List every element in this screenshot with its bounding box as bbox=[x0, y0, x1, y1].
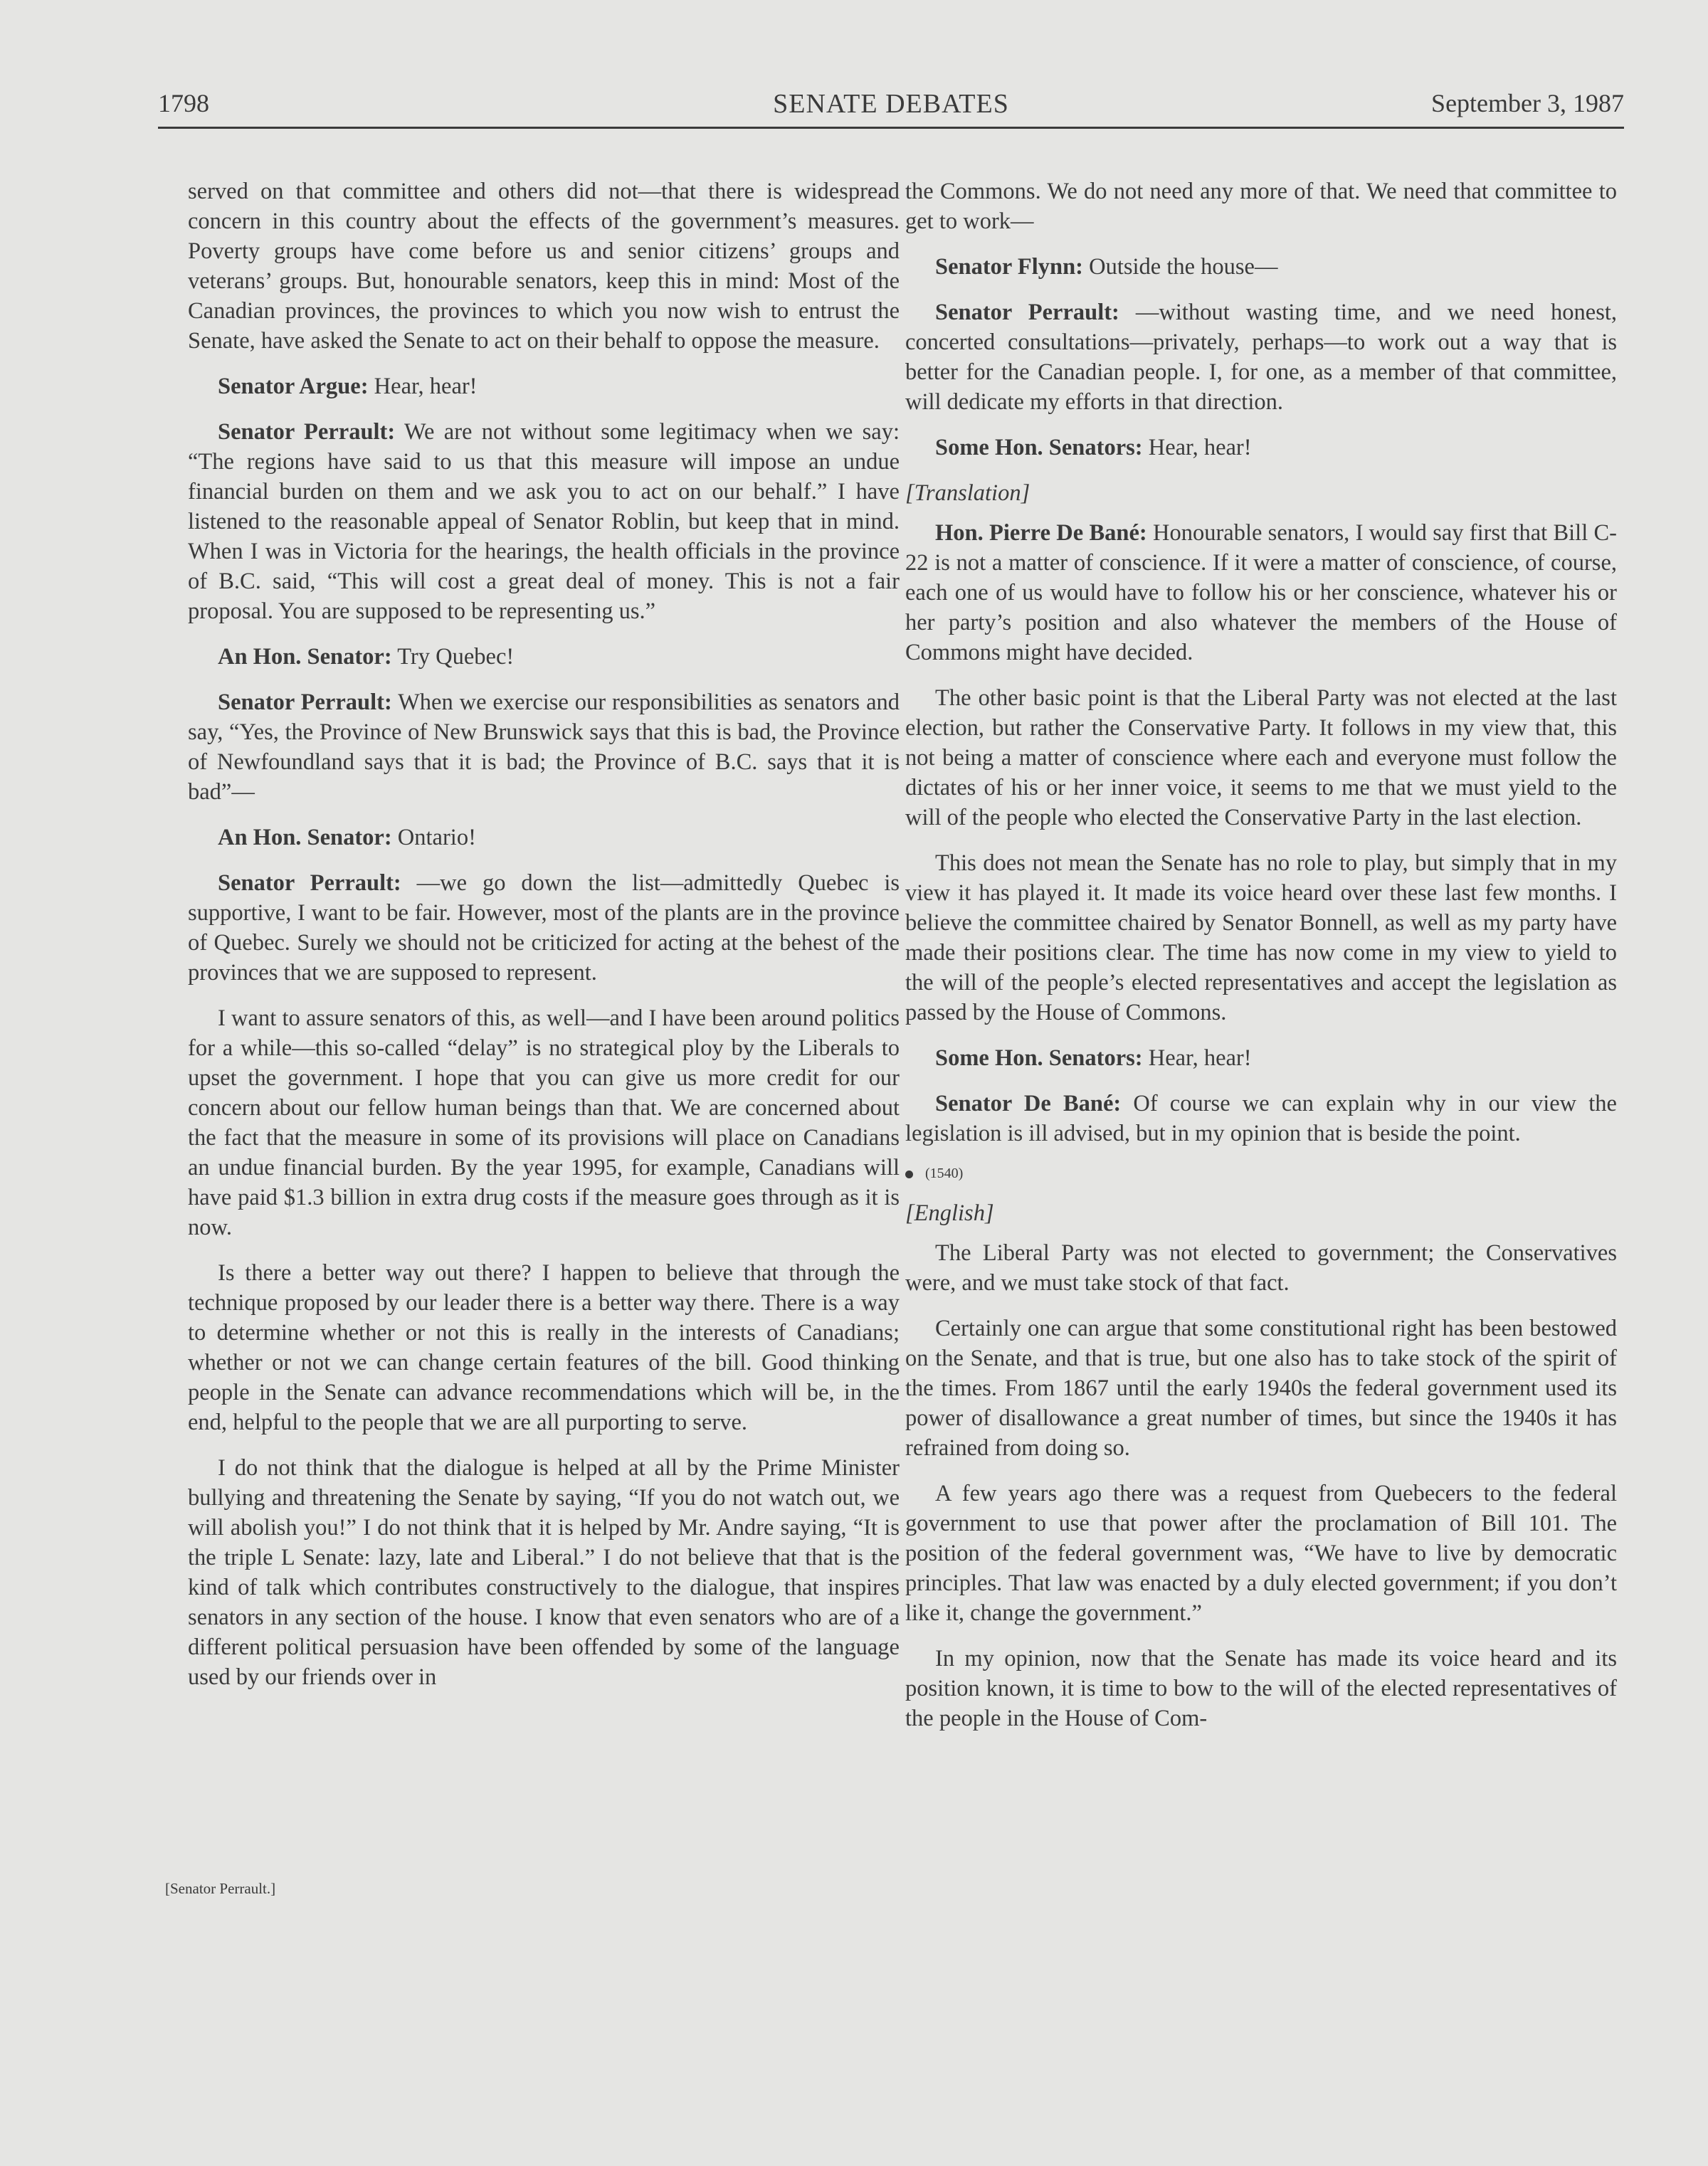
speech-text: When we exercise our responsibilities as senators and say, “Yes, the Province of New Brunswick says that this is bad, the Province of Newfoundland says that it is bad; the Province of B.C. says that it is bad”— bbox=[188, 690, 900, 805]
time-marker bbox=[905, 1164, 1617, 1183]
speech-text: Ontario! bbox=[397, 825, 476, 850]
speech-text: Honourable senators, I would say first that Bill C-22 is not a matter of conscience. If it were a matter of conscience, of course, each one of us would have to follow his or her conscience, whatever his or her party’s position and also whatever the members of the House of Commons might have decided. bbox=[905, 520, 1617, 665]
paragraph: The other basic point is that the Liberal Party was not elected at the last election, but rather the Conservative Party. It follows in my view that, this not being a matter of conscience where each and everyone must follow the dictates of his or her inner voice, it seems to me that we must yield to the will of the people who elected the Conservative Party in the last election. bbox=[905, 685, 1617, 830]
speech-text: We are not without some legitimacy when we say: “The regions have said to us that this measure will impose an undue financial burden on them and we ask you to act on our behalf.” I have listened to the reasonable appeal of Senator Roblin, but keep that in mind. When I was in Victoria for the hearings, the health officials in the province of B.C. said, “This will cost a great deal of money. This is not a fair proposal. You are supposed to be representing us.” bbox=[188, 419, 900, 624]
time-marker-text: (1540) bbox=[925, 1166, 964, 1181]
speaker-name: Senator Perrault: bbox=[935, 300, 1119, 325]
speech-entry bbox=[188, 642, 900, 672]
speech-entry bbox=[905, 1043, 1617, 1073]
speech-text: —we go down the list—admittedly Quebec is supportive, I want to be fair. However, most of the plants are in the province of Quebec. Surely we should not be criticized for acting at the behest of the provinces that we are supposed to represent. bbox=[188, 870, 900, 986]
paragraph: the Commons. We do not need any more of that. We need that committee to get to work— bbox=[905, 179, 1617, 234]
speaker-name: Some Hon. Senators: bbox=[935, 435, 1143, 460]
speech-text: Hear, hear! bbox=[1148, 435, 1252, 460]
bullet-icon bbox=[905, 1171, 913, 1178]
translation-tag: [Translation] bbox=[905, 480, 1030, 506]
right-column bbox=[905, 176, 1617, 1749]
speech-entry bbox=[905, 252, 1617, 282]
speech-entry bbox=[188, 371, 900, 401]
speaker-name: Senator De Bané: bbox=[935, 1091, 1122, 1116]
paragraph: served on that committee and others did not—that there is widespread concern in this country about the effects of the government’s measures. Poverty groups have come before us and senior citizens’ groups and veterans’ groups. But, honourable senators, keep this in mind: Most of the Canadian provinces, the provinces to which you now wish to entrust the Senate, have asked the Senate to act on their behalf to oppose the measure. bbox=[188, 179, 900, 354]
speech-entry bbox=[188, 687, 900, 807]
speaker-name: An Hon. Senator: bbox=[218, 644, 392, 670]
speech-text: Try Quebec! bbox=[397, 644, 515, 670]
speech-text: Hear, hear! bbox=[374, 374, 478, 399]
speech-entry bbox=[188, 823, 900, 852]
publication-title: SENATE DEBATES bbox=[773, 89, 1009, 119]
speaker-name: Hon. Pierre De Bané: bbox=[935, 520, 1147, 546]
page-number: 1798 bbox=[158, 89, 209, 117]
speech-entry bbox=[188, 868, 900, 988]
speaker-name: Some Hon. Senators: bbox=[935, 1045, 1143, 1071]
left-column bbox=[188, 176, 900, 1708]
paragraph: A few years ago there was a request from Quebecers to the federal government to use that power after the proclamation of Bill 101. The position of the federal government was, “We have to live by democratic principles. That law was enacted by a duly elected government; if you don’t like it, change the government.” bbox=[905, 1481, 1617, 1626]
paragraph: I do not think that the dialogue is helped at all by the Prime Minister bullying and threatening the Senate by saying, “If you do not watch out, we will abolish you!” I do not think that it is helped by Mr. Andre saying, “It is the triple L Senate: lazy, late and Liberal.” I do not believe that that is the kind of talk which contributes constructively to the dialogue, that inspires senators in any section of the house. I know that even senators who are of a different political persuasion have been offended by some of the language used by our friends over in bbox=[188, 1455, 900, 1690]
speaker-name: Senator Perrault: bbox=[218, 419, 396, 445]
speaker-name: Senator Perrault: bbox=[218, 690, 392, 715]
speech-entry bbox=[905, 433, 1617, 463]
speech-text: —without wasting time, and we need honest, concerted consultations—privately, perhaps—to work out a way that is better for the Canadian people. I, for one, as a member of that committee, will dedicate my efforts in that direction. bbox=[905, 300, 1617, 415]
paragraph: This does not mean the Senate has no role to play, but simply that in my view it has played it. It made its voice heard over these last few months. I believe the committee chaired by Senator Bonnell, as well as my party have made their positions clear. The time has now come in my view to yield to the will of the people’s elected representatives and accept the legislation as passed by the House of Commons. bbox=[905, 850, 1617, 1025]
speaker-name: Senator Flynn: bbox=[935, 254, 1083, 280]
speaker-continuation-note: [Senator Perrault.] bbox=[165, 1880, 276, 1897]
paragraph: In my opinion, now that the Senate has made its voice heard and its position known, it is time to bow to the will of the elected representatives of the people in the House of Com- bbox=[905, 1646, 1617, 1731]
speech-entry bbox=[905, 297, 1617, 417]
speech-entry bbox=[188, 417, 900, 626]
paragraph: Certainly one can argue that some constitutional right has been bestowed on the Senate, and that is true, but one also has to take stock of the spirit of the times. From 1867 until the early 1940s the federal government used its power of disallowance a great number of times, but since the 1940s it has refrained from doing so. bbox=[905, 1316, 1617, 1461]
publication-date: September 3, 1987 bbox=[1431, 89, 1624, 117]
speaker-name: Senator Argue: bbox=[218, 374, 369, 399]
paragraph: The Liberal Party was not elected to government; the Conservatives were, and we must take stock of that fact. bbox=[905, 1240, 1617, 1296]
paragraph: I want to assure senators of this, as well—and I have been around politics for a while—this so-called “delay” is no strategical ploy by the Liberals to upset the government. I hope that you can give us more credit for our concern about our fellow human beings than that. We are concerned about the fact that the measure in some of its provisions will place on Canadians an undue financial burden. By the year 1995, for example, Canadians will have paid $1.3 billion in extra drug costs if the measure goes through as it is now. bbox=[188, 1005, 900, 1240]
english-tag: [English] bbox=[905, 1200, 994, 1226]
speaker-name: Senator Perrault: bbox=[218, 870, 401, 896]
page-header bbox=[158, 88, 1624, 129]
speech-text: Outside the house— bbox=[1089, 254, 1278, 280]
speech-entry bbox=[905, 1089, 1617, 1148]
speaker-name: An Hon. Senator: bbox=[218, 825, 392, 850]
speech-text: Of course we can explain why in our view the legislation is ill advised, but in my opinion that is beside the point. bbox=[905, 1091, 1617, 1146]
speech-text: Hear, hear! bbox=[1148, 1045, 1252, 1071]
paragraph: Is there a better way out there? I happen to believe that through the technique proposed by our leader there is a better way there. There is a way to determine whether or not this is really in the interests of Canadians; whether or not we can change certain features of the bill. Good thinking people in the Senate can advance recommendations which will be, in the end, helpful to the people that we are all purporting to serve. bbox=[188, 1260, 900, 1435]
speech-entry bbox=[905, 518, 1617, 667]
